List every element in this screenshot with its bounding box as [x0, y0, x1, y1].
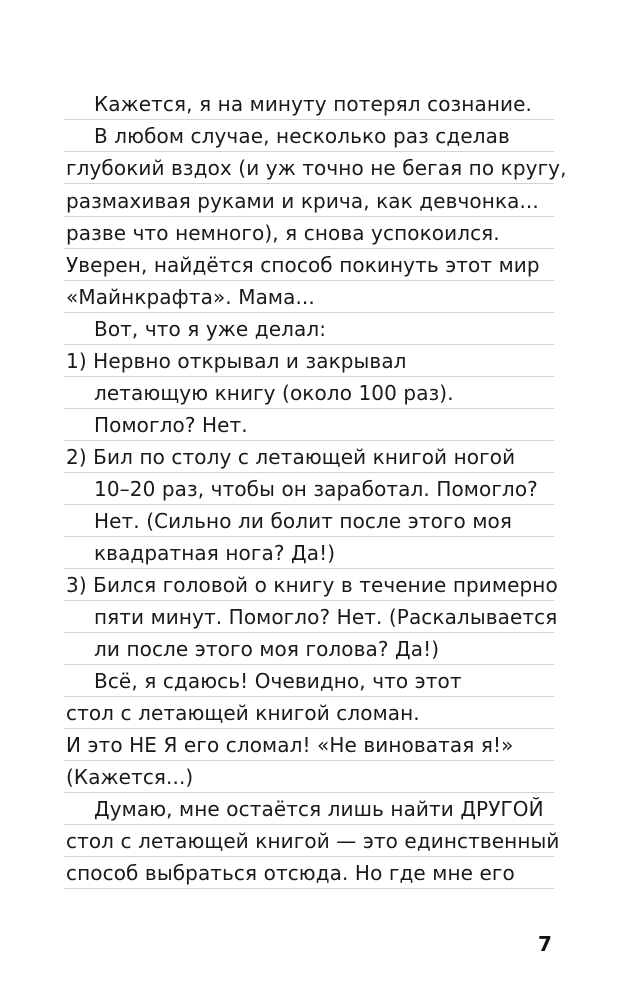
text-line: (Кажется...)	[66, 765, 194, 789]
text-line: «Майнкрафта». Мама...	[66, 285, 315, 309]
text-line: квадратная нога? Да!)	[94, 541, 336, 565]
text-line: летающую книгу (около 100 раз).	[94, 381, 454, 405]
text-line: стол с летающей книгой сломан.	[66, 701, 420, 725]
text-line: Помогло? Нет.	[94, 413, 248, 437]
text-line: В любом случае, несколько раз сделав	[94, 124, 510, 148]
text-line: ли после этого моя голова? Да!)	[94, 637, 440, 661]
text-line: 10–20 раз, чтобы он заработал. Помогло?	[94, 477, 538, 501]
text-line: пяти минут. Помогло? Нет. (Раскалывается	[94, 605, 558, 629]
text-line: Кажется, я на минуту потерял сознание.	[94, 92, 532, 116]
page-number: 7	[538, 932, 552, 956]
text-line: Думаю, мне остаётся лишь найти ДРУГОЙ	[94, 797, 544, 821]
text-line: размахивая руками и крича, как девчонка...	[66, 189, 539, 213]
list-item-2: 2) Бил по столу с летающей книгой ногой	[66, 445, 516, 469]
text-line: глубокий вздох (и уж точно не бегая по кругу,	[66, 156, 567, 180]
text-line: способ выбраться отсюда. Но где мне его	[66, 861, 515, 885]
text-line: стол с летающей книгой — это единственный	[66, 829, 560, 853]
list-item-3: 3) Бился головой о книгу в течение примерно	[66, 573, 558, 597]
list-item-1: 1) Нервно открывал и закрывал	[66, 349, 407, 373]
text-line: разве что немного), я снова успокоился.	[66, 221, 500, 245]
text-line: Уверен, найдётся способ покинуть этот мир	[66, 253, 540, 277]
text-line: Вот, что я уже делал:	[94, 317, 327, 341]
text-line: Всё, я сдаюсь! Очевидно, что этот	[94, 669, 462, 693]
text-line: И это НЕ Я его сломал! «Не виноватая я!»	[66, 733, 514, 757]
text-line: Нет. (Сильно ли болит после этого моя	[94, 509, 512, 533]
